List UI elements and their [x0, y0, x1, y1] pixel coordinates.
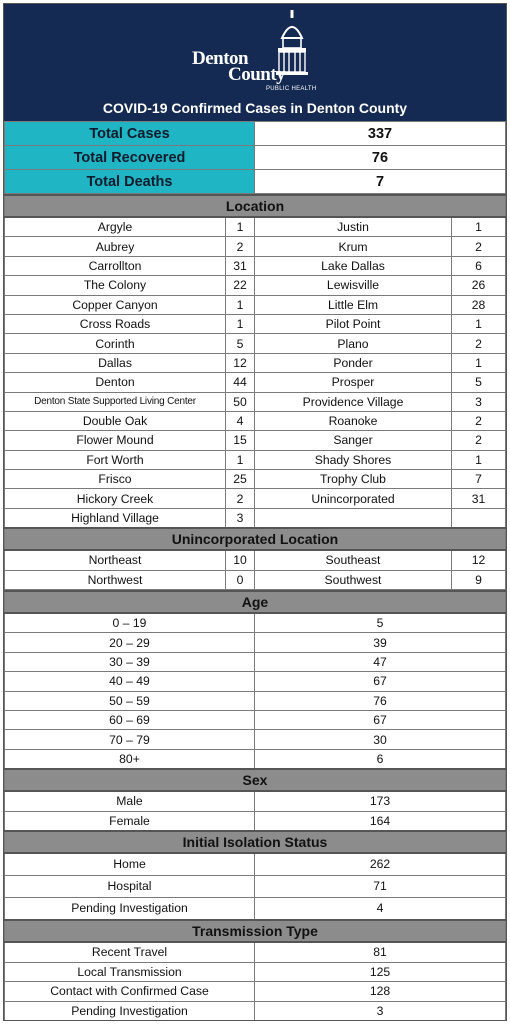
- age-row-label: 60 – 69: [5, 710, 255, 729]
- location-row: [5, 276, 506, 295]
- location-count: 12: [452, 550, 506, 570]
- location-count: 3: [226, 508, 255, 528]
- location-row: [5, 256, 506, 275]
- location-name: Southeast: [255, 550, 452, 570]
- covid-report-sheet: [3, 3, 507, 1021]
- section-header-transmission: Transmission Type: [5, 920, 506, 942]
- age-row-label: 70 – 79: [5, 730, 255, 749]
- logo-word-denton: Denton: [192, 48, 249, 69]
- summary-row: [5, 146, 506, 170]
- location-name: Frisco: [5, 470, 226, 489]
- location-name: Plano: [255, 334, 452, 353]
- location-row: [5, 508, 506, 528]
- denton-county-logo: [192, 10, 322, 96]
- section-header-isolation: Initial Isolation Status: [5, 831, 506, 853]
- transmission-row-label: Contact with Confirmed Case: [5, 982, 255, 1002]
- location-count: 1: [226, 450, 255, 469]
- location-count: 25: [226, 470, 255, 489]
- location-name: Highland Village: [5, 508, 226, 528]
- location-count: 6: [452, 256, 506, 275]
- location-name: Denton State Supported Living Center: [5, 392, 226, 411]
- age-row-value: 76: [255, 691, 506, 710]
- location-row: [5, 237, 506, 256]
- transmission-row: [5, 942, 506, 962]
- summary-value: 76: [255, 146, 506, 170]
- location-count: 2: [226, 237, 255, 256]
- location-count: 44: [226, 373, 255, 392]
- location-name: Pilot Point: [255, 314, 452, 333]
- transmission-row-label: Recent Travel: [5, 942, 255, 962]
- location-name: Northwest: [5, 570, 226, 589]
- location-count: 1: [452, 314, 506, 333]
- summary-value: 337: [255, 122, 506, 146]
- location-name: Unincorporated: [255, 489, 452, 508]
- location-count: 4: [226, 411, 255, 430]
- age-row-value: 67: [255, 710, 506, 729]
- age-row: [5, 749, 506, 769]
- location-count: 12: [226, 353, 255, 372]
- location-count: 9: [452, 570, 506, 589]
- location-name: Little Elm: [255, 295, 452, 314]
- section-header-sex: Sex: [5, 769, 506, 791]
- age-row-label: 20 – 29: [5, 633, 255, 652]
- age-table: [4, 590, 506, 1021]
- age-row-value: 67: [255, 672, 506, 691]
- logo-word-county: County: [228, 64, 286, 85]
- isolation-row-value: 262: [255, 853, 506, 876]
- sex-row-value: 173: [255, 791, 506, 811]
- location-row: [5, 373, 506, 392]
- location-name: Roanoke: [255, 411, 452, 430]
- location-name: Flower Mound: [5, 431, 226, 450]
- location-count: 1: [226, 314, 255, 333]
- transmission-row-label: Local Transmission: [5, 962, 255, 982]
- summary-row: [5, 122, 506, 146]
- location-name: Argyle: [5, 217, 226, 237]
- transmission-row-value: 3: [255, 1001, 506, 1021]
- sex-row: [5, 811, 506, 831]
- location-count: [452, 508, 506, 528]
- location-count: 0: [226, 570, 255, 589]
- location-count: 5: [226, 334, 255, 353]
- age-row-value: 47: [255, 652, 506, 671]
- unincorporated-row: [5, 550, 506, 570]
- location-name: Southwest: [255, 570, 452, 589]
- location-count: 1: [452, 217, 506, 237]
- location-count: 2: [452, 334, 506, 353]
- age-row-value: 39: [255, 633, 506, 652]
- age-row: [5, 672, 506, 691]
- location-row: [5, 334, 506, 353]
- location-count: 2: [226, 489, 255, 508]
- age-row-value: 5: [255, 613, 506, 633]
- location-count: 26: [452, 276, 506, 295]
- isolation-row: [5, 853, 506, 876]
- location-row: [5, 353, 506, 372]
- isolation-row-value: 4: [255, 897, 506, 920]
- location-name: Justin: [255, 217, 452, 237]
- age-row: [5, 691, 506, 710]
- location-name: Carrollton: [5, 256, 226, 275]
- location-count: 28: [452, 295, 506, 314]
- location-row: [5, 470, 506, 489]
- location-count: 31: [226, 256, 255, 275]
- location-count: 22: [226, 276, 255, 295]
- location-name: Lewisville: [255, 276, 452, 295]
- location-count: 2: [452, 431, 506, 450]
- location-count: 31: [452, 489, 506, 508]
- location-name: Northeast: [5, 550, 226, 570]
- location-name: Prosper: [255, 373, 452, 392]
- age-row-value: 6: [255, 749, 506, 769]
- age-row: [5, 710, 506, 729]
- location-name: [255, 508, 452, 528]
- location-table: [4, 194, 506, 590]
- location-name: The Colony: [5, 276, 226, 295]
- age-row-label: 50 – 59: [5, 691, 255, 710]
- age-row-label: 0 – 19: [5, 613, 255, 633]
- location-name: Dallas: [5, 353, 226, 372]
- location-row: [5, 489, 506, 508]
- location-name: Hickory Creek: [5, 489, 226, 508]
- age-row-label: 80+: [5, 749, 255, 769]
- isolation-row: [5, 875, 506, 897]
- section-header-age: Age: [5, 591, 506, 613]
- location-count: 7: [452, 470, 506, 489]
- location-count: 5: [452, 373, 506, 392]
- transmission-row: [5, 962, 506, 982]
- isolation-row-label: Home: [5, 853, 255, 876]
- location-count: 1: [226, 295, 255, 314]
- isolation-row-label: Pending Investigation: [5, 897, 255, 920]
- location-count: 15: [226, 431, 255, 450]
- location-name: Copper Canyon: [5, 295, 226, 314]
- location-row: [5, 450, 506, 469]
- location-count: 3: [452, 392, 506, 411]
- transmission-row-value: 125: [255, 962, 506, 982]
- age-row-label: 40 – 49: [5, 672, 255, 691]
- location-count: 10: [226, 550, 255, 570]
- location-row: [5, 392, 506, 411]
- location-count: 50: [226, 392, 255, 411]
- isolation-row: [5, 897, 506, 920]
- location-name: Sanger: [255, 431, 452, 450]
- summary-label: Total Recovered: [5, 146, 255, 170]
- location-row: [5, 431, 506, 450]
- location-row: [5, 295, 506, 314]
- isolation-row-label: Hospital: [5, 875, 255, 897]
- age-row: [5, 613, 506, 633]
- sex-row-label: Male: [5, 791, 255, 811]
- location-count: 1: [226, 217, 255, 237]
- transmission-row-label: Pending Investigation: [5, 1001, 255, 1021]
- age-row-value: 30: [255, 730, 506, 749]
- section-header-location: Location: [5, 195, 506, 217]
- location-row: [5, 217, 506, 237]
- location-name: Double Oak: [5, 411, 226, 430]
- location-name: Cross Roads: [5, 314, 226, 333]
- location-count: 2: [452, 411, 506, 430]
- age-row-label: 30 – 39: [5, 652, 255, 671]
- location-name: Aubrey: [5, 237, 226, 256]
- location-name: Krum: [255, 237, 452, 256]
- location-row: [5, 411, 506, 430]
- sex-row-value: 164: [255, 811, 506, 831]
- location-count: 2: [452, 237, 506, 256]
- location-name: Corinth: [5, 334, 226, 353]
- logo-public-health: PUBLIC HEALTH: [266, 86, 317, 92]
- location-row: [5, 314, 506, 333]
- location-name: Fort Worth: [5, 450, 226, 469]
- location-name: Shady Shores: [255, 450, 452, 469]
- summary-row: [5, 170, 506, 194]
- transmission-row: [5, 1001, 506, 1021]
- location-name: Providence Village: [255, 392, 452, 411]
- location-count: 1: [452, 353, 506, 372]
- isolation-row-value: 71: [255, 875, 506, 897]
- sex-row-label: Female: [5, 811, 255, 831]
- report-title: COVID-19 Confirmed Cases in Denton County: [102, 100, 408, 116]
- age-row: [5, 633, 506, 652]
- location-count: 1: [452, 450, 506, 469]
- summary-label: Total Cases: [5, 122, 255, 146]
- age-row: [5, 652, 506, 671]
- transmission-row-value: 128: [255, 982, 506, 1002]
- section-header-unincorporated: Unincorporated Location: [5, 528, 506, 550]
- unincorporated-row: [5, 570, 506, 589]
- summary-value: 7: [255, 170, 506, 194]
- summary-label: Total Deaths: [5, 170, 255, 194]
- age-row: [5, 730, 506, 749]
- summary-table: [4, 121, 506, 194]
- location-name: Denton: [5, 373, 226, 392]
- header-banner: [4, 4, 506, 121]
- transmission-row: [5, 982, 506, 1002]
- sex-row: [5, 791, 506, 811]
- location-name: Ponder: [255, 353, 452, 372]
- location-name: Trophy Club: [255, 470, 452, 489]
- transmission-row-value: 81: [255, 942, 506, 962]
- location-name: Lake Dallas: [255, 256, 452, 275]
